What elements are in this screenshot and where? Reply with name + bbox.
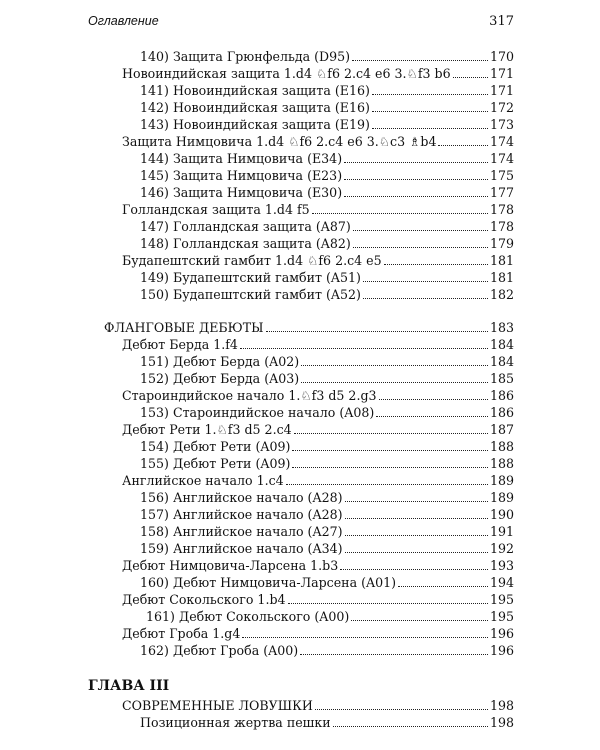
toc-entry <box>0 557 600 574</box>
dot-leader <box>315 709 488 710</box>
dot-leader <box>345 552 488 553</box>
dot-leader <box>301 365 488 366</box>
toc-entry <box>0 591 600 608</box>
dot-leader <box>294 433 488 434</box>
toc-entry-title: 151) Дебют Берда (A02) <box>140 354 300 369</box>
toc-entry-page: 172 <box>489 100 514 115</box>
toc-entry-page: 171 <box>489 66 514 81</box>
toc-entry-page: 182 <box>489 287 514 302</box>
toc-entry <box>0 387 600 404</box>
dot-leader <box>379 399 488 400</box>
toc-entry-page: 184 <box>489 354 514 369</box>
table-of-contents <box>0 48 600 731</box>
dot-leader <box>372 128 488 129</box>
dot-leader <box>242 637 488 638</box>
toc-entry-title: ФЛАНГОВЫЕ ДЕБЮТЫ <box>104 320 264 335</box>
page-header <box>88 14 514 36</box>
dot-leader <box>292 450 488 451</box>
dot-leader <box>344 162 488 163</box>
toc-entry <box>0 65 600 82</box>
dot-leader <box>333 726 488 727</box>
toc-entry <box>0 286 600 303</box>
toc-entry-title: 157) Английское начало (A28) <box>140 507 343 522</box>
toc-entry-title: Голландская защита 1.d4 f5 <box>122 202 310 217</box>
dot-leader <box>300 654 488 655</box>
toc-entry-page: 178 <box>489 219 514 234</box>
toc-entry <box>0 150 600 167</box>
toc-entry-title: 149) Будапештский гамбит (A51) <box>140 270 361 285</box>
toc-entry-title: 147) Голландская защита (A87) <box>140 219 351 234</box>
toc-entry <box>0 472 600 489</box>
toc-entry-page: 188 <box>489 439 514 454</box>
dot-leader <box>344 179 488 180</box>
toc-entry-title: 153) Староиндийское начало (A08) <box>140 405 375 420</box>
toc-entry <box>0 489 600 506</box>
toc-entry <box>0 370 600 387</box>
toc-entry-title: 152) Дебют Берда (A03) <box>140 371 300 386</box>
toc-entry-page: 189 <box>489 473 514 488</box>
dot-leader <box>292 467 488 468</box>
toc-entry <box>0 99 600 116</box>
dot-leader <box>363 298 488 299</box>
toc-entry-page: 181 <box>489 253 514 268</box>
dot-leader <box>344 196 488 197</box>
toc-entry-title: 150) Будапештский гамбит (A52) <box>140 287 361 302</box>
toc-entry-title: 143) Новоиндийская защита (E19) <box>140 117 370 132</box>
toc-entry <box>0 421 600 438</box>
toc-entry-page: 174 <box>489 151 514 166</box>
toc-entry-page: 181 <box>489 270 514 285</box>
toc-entry-page: 173 <box>489 117 514 132</box>
toc-entry-title: 141) Новоиндийская защита (E16) <box>140 83 370 98</box>
toc-entry <box>0 625 600 642</box>
toc-entry <box>0 455 600 472</box>
toc-entry-title: 142) Новоиндийская защита (E16) <box>140 100 370 115</box>
toc-entry-page: 184 <box>489 337 514 352</box>
toc-entry <box>0 642 600 659</box>
toc-entry <box>0 48 600 65</box>
toc-entry <box>0 574 600 591</box>
section-gap <box>0 303 600 319</box>
dot-leader <box>398 586 488 587</box>
toc-entry-page: 196 <box>489 643 514 658</box>
toc-entry <box>0 184 600 201</box>
toc-entry <box>0 336 600 353</box>
toc-entry-title: 161) Дебют Сокольского (A00) <box>146 609 350 624</box>
dot-leader <box>363 281 488 282</box>
page-number: 317 <box>489 14 514 29</box>
toc-entry-title: 146) Защита Нимцовича (E30) <box>140 185 343 200</box>
toc-entry <box>0 438 600 455</box>
toc-entry-page: 187 <box>489 422 514 437</box>
dot-leader <box>351 620 488 621</box>
toc-entry-page: 190 <box>489 507 514 522</box>
dot-leader <box>301 382 488 383</box>
toc-entry-title: 144) Защита Нимцовича (E34) <box>140 151 343 166</box>
dot-leader <box>353 230 488 231</box>
dot-leader <box>453 77 488 78</box>
toc-entry <box>0 252 600 269</box>
toc-entry-title: Английское начало 1.c4 <box>122 473 284 488</box>
toc-entry-title: Староиндийское начало 1.♘f3 d5 2.g3 <box>122 388 377 403</box>
section-gap <box>0 659 600 675</box>
toc-entry-title: Дебют Берда 1.f4 <box>122 337 238 352</box>
toc-entry-title: Позиционная жертва пешки <box>140 715 331 730</box>
toc-entry-page: 174 <box>489 134 514 149</box>
toc-entry <box>0 269 600 286</box>
dot-leader <box>286 484 488 485</box>
toc-entry-title: Будапештский гамбит 1.d4 ♘f6 2.c4 e5 <box>122 253 382 268</box>
toc-entry-title: СОВРЕМЕННЫЕ ЛОВУШКИ <box>122 698 313 713</box>
dot-leader <box>353 247 488 248</box>
dot-leader <box>340 569 488 570</box>
toc-entry-page: 185 <box>489 371 514 386</box>
toc-entry-page: 171 <box>489 83 514 98</box>
toc-entry-title: 162) Дебют Гроба (A00) <box>140 643 299 658</box>
toc-entry <box>0 506 600 523</box>
dot-leader <box>345 518 488 519</box>
toc-entry-page: 194 <box>489 575 514 590</box>
toc-entry-page: 175 <box>489 168 514 183</box>
toc-entry <box>0 167 600 184</box>
dot-leader <box>372 94 488 95</box>
dot-leader <box>376 416 488 417</box>
toc-entry-page: 191 <box>489 524 514 539</box>
toc-entry-page: 189 <box>489 490 514 505</box>
running-title: Оглавление <box>88 14 159 28</box>
toc-entry <box>0 540 600 557</box>
toc-entry-page: 170 <box>489 49 514 64</box>
toc-entry-title: 155) Дебют Рети (A09) <box>140 456 291 471</box>
toc-entry-title: 159) Английское начало (A34) <box>140 541 343 556</box>
toc-entry <box>0 319 600 336</box>
toc-entry-title: 140) Защита Грюнфельда (D95) <box>140 49 351 64</box>
dot-leader <box>312 213 488 214</box>
dot-leader <box>345 501 488 502</box>
toc-entry <box>0 82 600 99</box>
toc-entry-page: 198 <box>489 715 514 730</box>
toc-entry-title: 158) Английское начало (A27) <box>140 524 343 539</box>
toc-entry-page: 198 <box>489 698 514 713</box>
toc-entry-title: Новоиндийская защита 1.d4 ♘f6 2.c4 e6 3.♘f3 b6 <box>122 66 451 81</box>
toc-entry <box>0 608 600 625</box>
toc-entry-title: Дебют Гроба 1.g4 <box>122 626 241 641</box>
dot-leader <box>352 60 488 61</box>
toc-entry-page: 196 <box>489 626 514 641</box>
toc-entry <box>0 714 600 731</box>
toc-entry <box>0 353 600 370</box>
toc-entry-page: 177 <box>489 185 514 200</box>
toc-entry-title: 154) Дебют Рети (A09) <box>140 439 291 454</box>
dot-leader <box>240 348 488 349</box>
toc-entry-title: Дебют Рети 1.♘f3 d5 2.c4 <box>122 422 292 437</box>
toc-entry <box>0 523 600 540</box>
toc-entry <box>0 116 600 133</box>
toc-entry <box>0 404 600 421</box>
dot-leader <box>372 111 488 112</box>
toc-entry <box>0 201 600 218</box>
toc-entry-page: 193 <box>489 558 514 573</box>
toc-entry-page: 179 <box>489 236 514 251</box>
dot-leader <box>438 145 488 146</box>
toc-entry-page: 183 <box>489 320 514 335</box>
toc-entry-title: 145) Защита Нимцовича (E23) <box>140 168 343 183</box>
dot-leader <box>288 603 488 604</box>
toc-entry-title: 156) Английское начало (A28) <box>140 490 343 505</box>
toc-entry-title: Защита Нимцовича 1.d4 ♘f6 2.c4 e6 3.♘c3 ♗b4 <box>122 134 437 149</box>
chapter-heading: ГЛАВА III <box>88 678 170 694</box>
dot-leader <box>384 264 488 265</box>
toc-entry-title: Дебют Сокольского 1.b4 <box>122 592 286 607</box>
toc-entry-title: 160) Дебют Нимцовича-Ларсена (A01) <box>140 575 397 590</box>
toc-entry-title: 148) Голландская защита (A82) <box>140 236 351 251</box>
toc-entry-page: 186 <box>489 388 514 403</box>
toc-entry-page: 192 <box>489 541 514 556</box>
dot-leader <box>266 331 488 332</box>
toc-entry-page: 195 <box>489 592 514 607</box>
toc-entry <box>0 697 600 714</box>
toc-entry-title: Дебют Нимцовича-Ларсена 1.b3 <box>122 558 339 573</box>
toc-entry-page: 186 <box>489 405 514 420</box>
toc-entry <box>0 133 600 150</box>
toc-entry <box>0 218 600 235</box>
toc-entry-page: 195 <box>489 609 514 624</box>
toc-entry <box>0 235 600 252</box>
dot-leader <box>345 535 488 536</box>
toc-entry-page: 188 <box>489 456 514 471</box>
toc-entry-page: 178 <box>489 202 514 217</box>
